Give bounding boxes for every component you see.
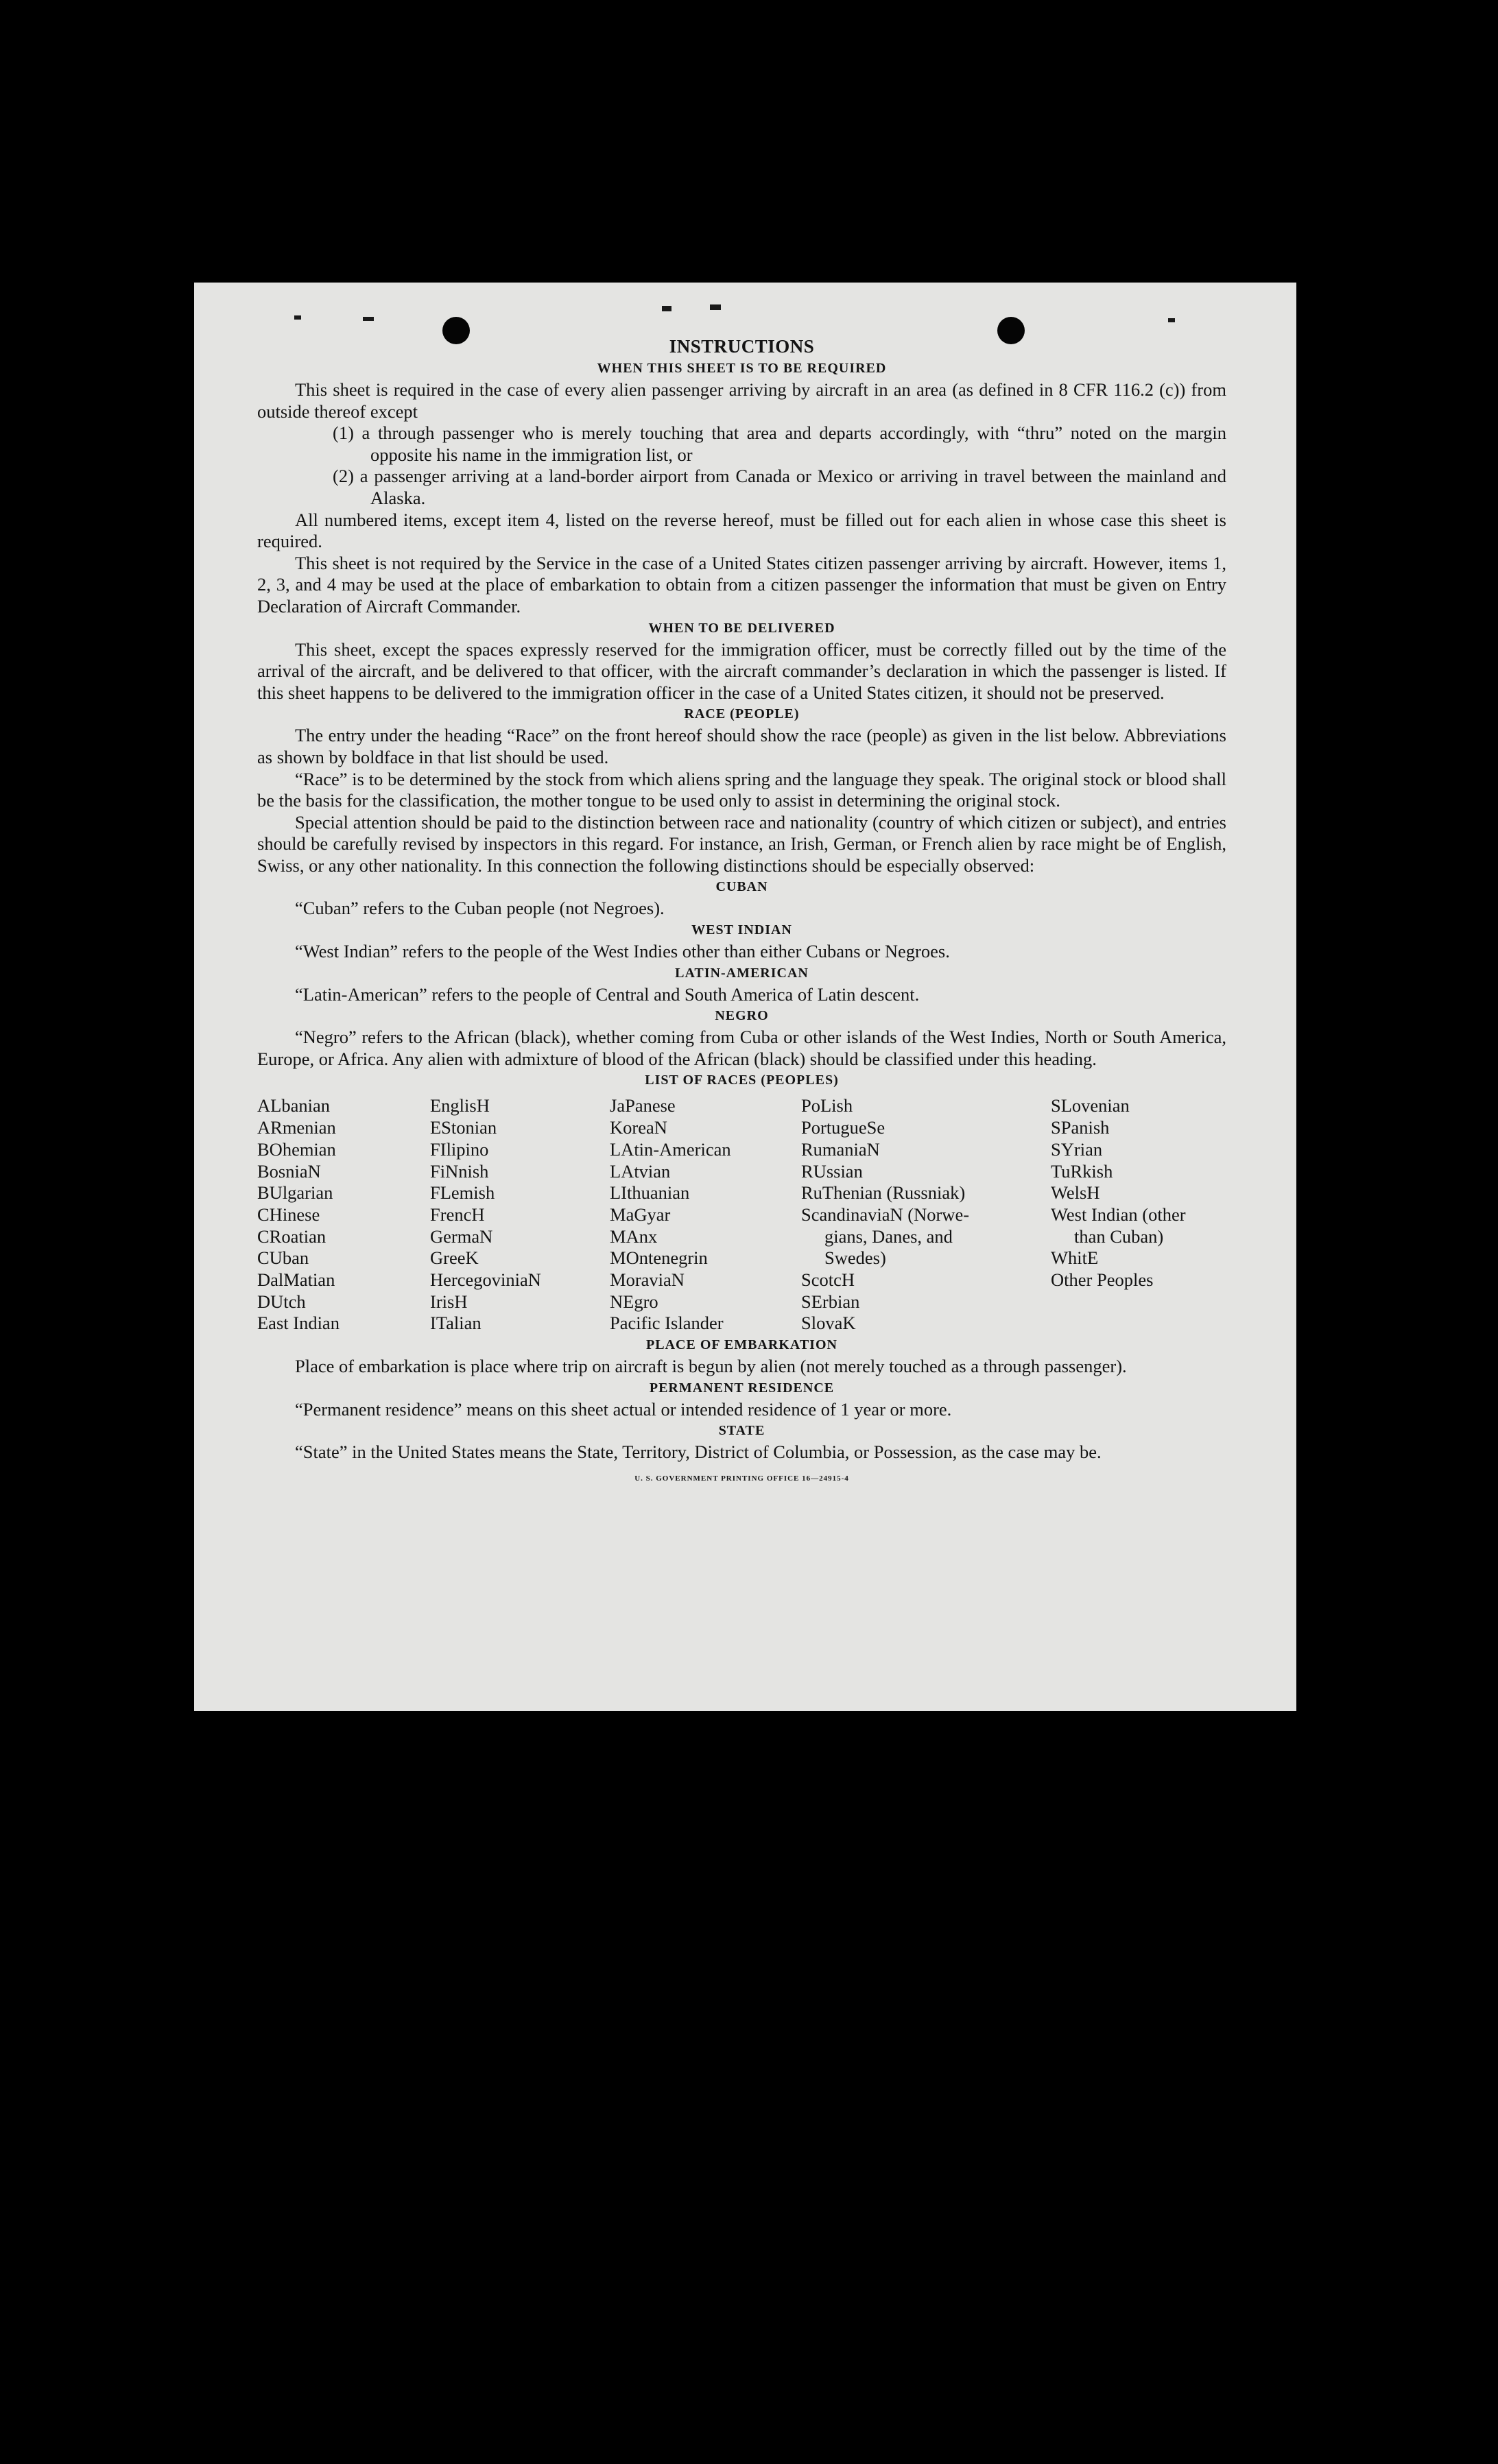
race-item: PortugueSe [801,1117,885,1138]
race-item: MaGyar [610,1204,671,1225]
race-item: MoraviaN [610,1269,685,1291]
paragraph: This sheet, except the spaces expressly reserved for the immigration officer, must be correctly filled out by the time of the arrival of the aircraft, and be delivered to that officer, with the aircraft commander’s declaration in which the passenger is listed. If this sheet happens to be delivered to the immigration officer in the case of a United States citizen, it should not be preserved. [257,638,1226,703]
race-item: FIlipino [430,1138,489,1160]
race-item: SLovenian [1051,1095,1130,1116]
section-heading: LIST OF RACES (PEOPLES) [645,1073,839,1088]
section-heading: PLACE OF EMBARKATION [646,1337,837,1353]
race-item: WelsH [1051,1182,1100,1204]
list-item: (2) a passenger arriving at a land-border airport from Canada or Mexico or arriving in travel between the mainland and Alaska. [333,466,1226,508]
paragraph: “Latin-American” refers to the people of Central and South America of Latin descent. [295,983,920,1005]
section-heading: NEGRO [715,1008,769,1024]
document-title: INSTRUCTIONS [669,336,815,357]
race-item: FiNnish [430,1160,489,1182]
race-item: EStonian [430,1117,497,1138]
race-item: PoLish [801,1095,853,1116]
race-item: RuThenian (Russniak) [801,1182,966,1204]
race-item: CUban [257,1247,309,1269]
paragraph: All numbered items, except item 4, listed on the reverse hereof, must be filled out for each alien in whose case this sheet is required. [257,509,1226,552]
paragraph: “Race” is to be determined by the stock from which aliens spring and the language they speak. The original stock or blood shall be the basis for the classification, the mother tongue to be used only to assist in determining the original stock. [257,768,1226,811]
section-heading: WHEN THIS SHEET IS TO BE REQUIRED [597,361,887,376]
paragraph: “Negro” refers to the African (black), whether coming from Cuba or other islands of the West Indies, North or South America, Europe, or Africa. Any alien with admixture of blood of the African (black) should be classified under this heading. [257,1027,1226,1069]
race-item: LIthuanian [610,1182,690,1204]
list-item: (1) a through passenger who is merely touching that area and departs accordingly, with “thru” noted on the margin opposite his name in the immigration list, or [333,422,1226,465]
race-item: JaPanese [610,1095,676,1116]
race-item-continuation: than Cuban) [1074,1225,1164,1247]
race-item: GreeK [430,1247,479,1269]
paragraph: This sheet is required in the case of every alien passenger arriving by aircraft in an area (as defined in 8 CFR 116.2 (c)) from outside thereof except [257,379,1226,422]
race-item: MOntenegrin [610,1247,708,1269]
paragraph: Place of embarkation is place where trip on aircraft is begun by alien (not merely touched as a through passenger). [295,1356,1127,1377]
paragraph: “Cuban” refers to the Cuban people (not Negroes). [295,898,665,919]
instructions-content [257,335,1226,1485]
section-heading: PERMANENT RESIDENCE [649,1380,835,1396]
race-item: IrisH [430,1291,468,1312]
race-item: GermaN [430,1225,493,1247]
race-item: KoreaN [610,1117,667,1138]
paragraph: “Permanent residence” means on this sheet actual or intended residence of 1 year or more. [295,1398,952,1420]
race-item: NEgro [610,1291,658,1312]
race-item: ITalian [430,1313,482,1334]
race-item: LAtin-American [610,1138,731,1160]
race-item: TuRkish [1051,1160,1113,1182]
race-item: WhitE [1051,1247,1099,1269]
race-item: ALbanian [257,1095,330,1116]
race-item: MAnx [610,1225,658,1247]
race-item: RumaniaN [801,1138,880,1160]
race-item: FLemish [430,1182,495,1204]
printing-office-footer: U. S. GOVERNMENT PRINTING OFFICE 16—24915-4 [634,1474,849,1483]
race-item: BUlgarian [257,1182,333,1204]
paragraph: “West Indian” refers to the people of the West Indies other than either Cubans or Negroes. [295,941,950,962]
race-item: RUssian [801,1160,863,1182]
race-column [801,1095,1051,1335]
race-column [257,1095,430,1335]
race-item: SPanish [1051,1117,1110,1138]
race-item: Other Peoples [1051,1269,1154,1291]
race-item: LAtvian [610,1160,671,1182]
scan-mark [662,306,671,311]
race-item: ScandinaviaN (Norwe- [801,1204,970,1225]
race-column [610,1095,801,1335]
race-item: Pacific Islander [610,1313,724,1334]
section-heading: WHEN TO BE DELIVERED [648,620,835,636]
section-heading: WEST INDIAN [691,922,792,938]
race-column [1051,1095,1222,1335]
race-item: EnglisH [430,1095,490,1116]
race-item: CRoatian [257,1225,326,1247]
section-heading: STATE [718,1423,765,1439]
paragraph: Special attention should be paid to the distinction between race and nationality (country of which citizen or subject), and entries should be carefully revised by inspectors in this regard. For instance, an Irish, German, or French alien by race might be of English, Swiss, or any other nationality. In this connection the following distinctions should be especially observed: [257,811,1226,876]
race-item: ScotcH [801,1269,855,1291]
race-item: West Indian (other [1051,1204,1186,1225]
race-item: BOhemian [257,1138,336,1160]
race-item-continuation: Swedes) [824,1247,886,1269]
race-item: SErbian [801,1291,860,1312]
race-item: CHinese [257,1204,320,1225]
race-item: SlovaK [801,1313,856,1334]
section-heading: CUBAN [715,879,768,895]
paragraph: “State” in the United States means the State, Territory, District of Columbia, or Possession, as the case may be. [295,1442,1102,1463]
race-item: ARmenian [257,1117,336,1138]
paragraph: The entry under the heading “Race” on the front hereof should show the race (people) as given in the list below. Abbreviations as shown by boldface in that list should be used. [257,725,1226,767]
race-list [257,1095,1226,1335]
section-heading: RACE (PEOPLE) [684,706,800,722]
scan-mark [294,315,301,320]
document-sheet [194,283,1296,1711]
race-item-continuation: gians, Danes, and [824,1225,953,1247]
paragraph: This sheet is not required by the Service in the case of a United States citizen passenger arriving by aircraft. However, items 1, 2, 3, and 4 may be used at the place of embarkation to obtain from a citizen passenger the information that must be given on Entry Declaration of Aircraft Commander. [257,552,1226,617]
race-item: DUtch [257,1291,306,1312]
race-item: FrencH [430,1204,485,1225]
scan-mark [710,304,721,310]
race-item: HercegoviniaN [430,1269,541,1291]
race-item: SYrian [1051,1138,1103,1160]
scan-mark [1168,318,1175,322]
scan-mark [363,317,374,321]
race-item: East Indian [257,1313,340,1334]
race-item: BosniaN [257,1160,321,1182]
race-item: DalMatian [257,1269,335,1291]
section-heading: LATIN-AMERICAN [675,965,809,981]
race-column [430,1095,610,1335]
